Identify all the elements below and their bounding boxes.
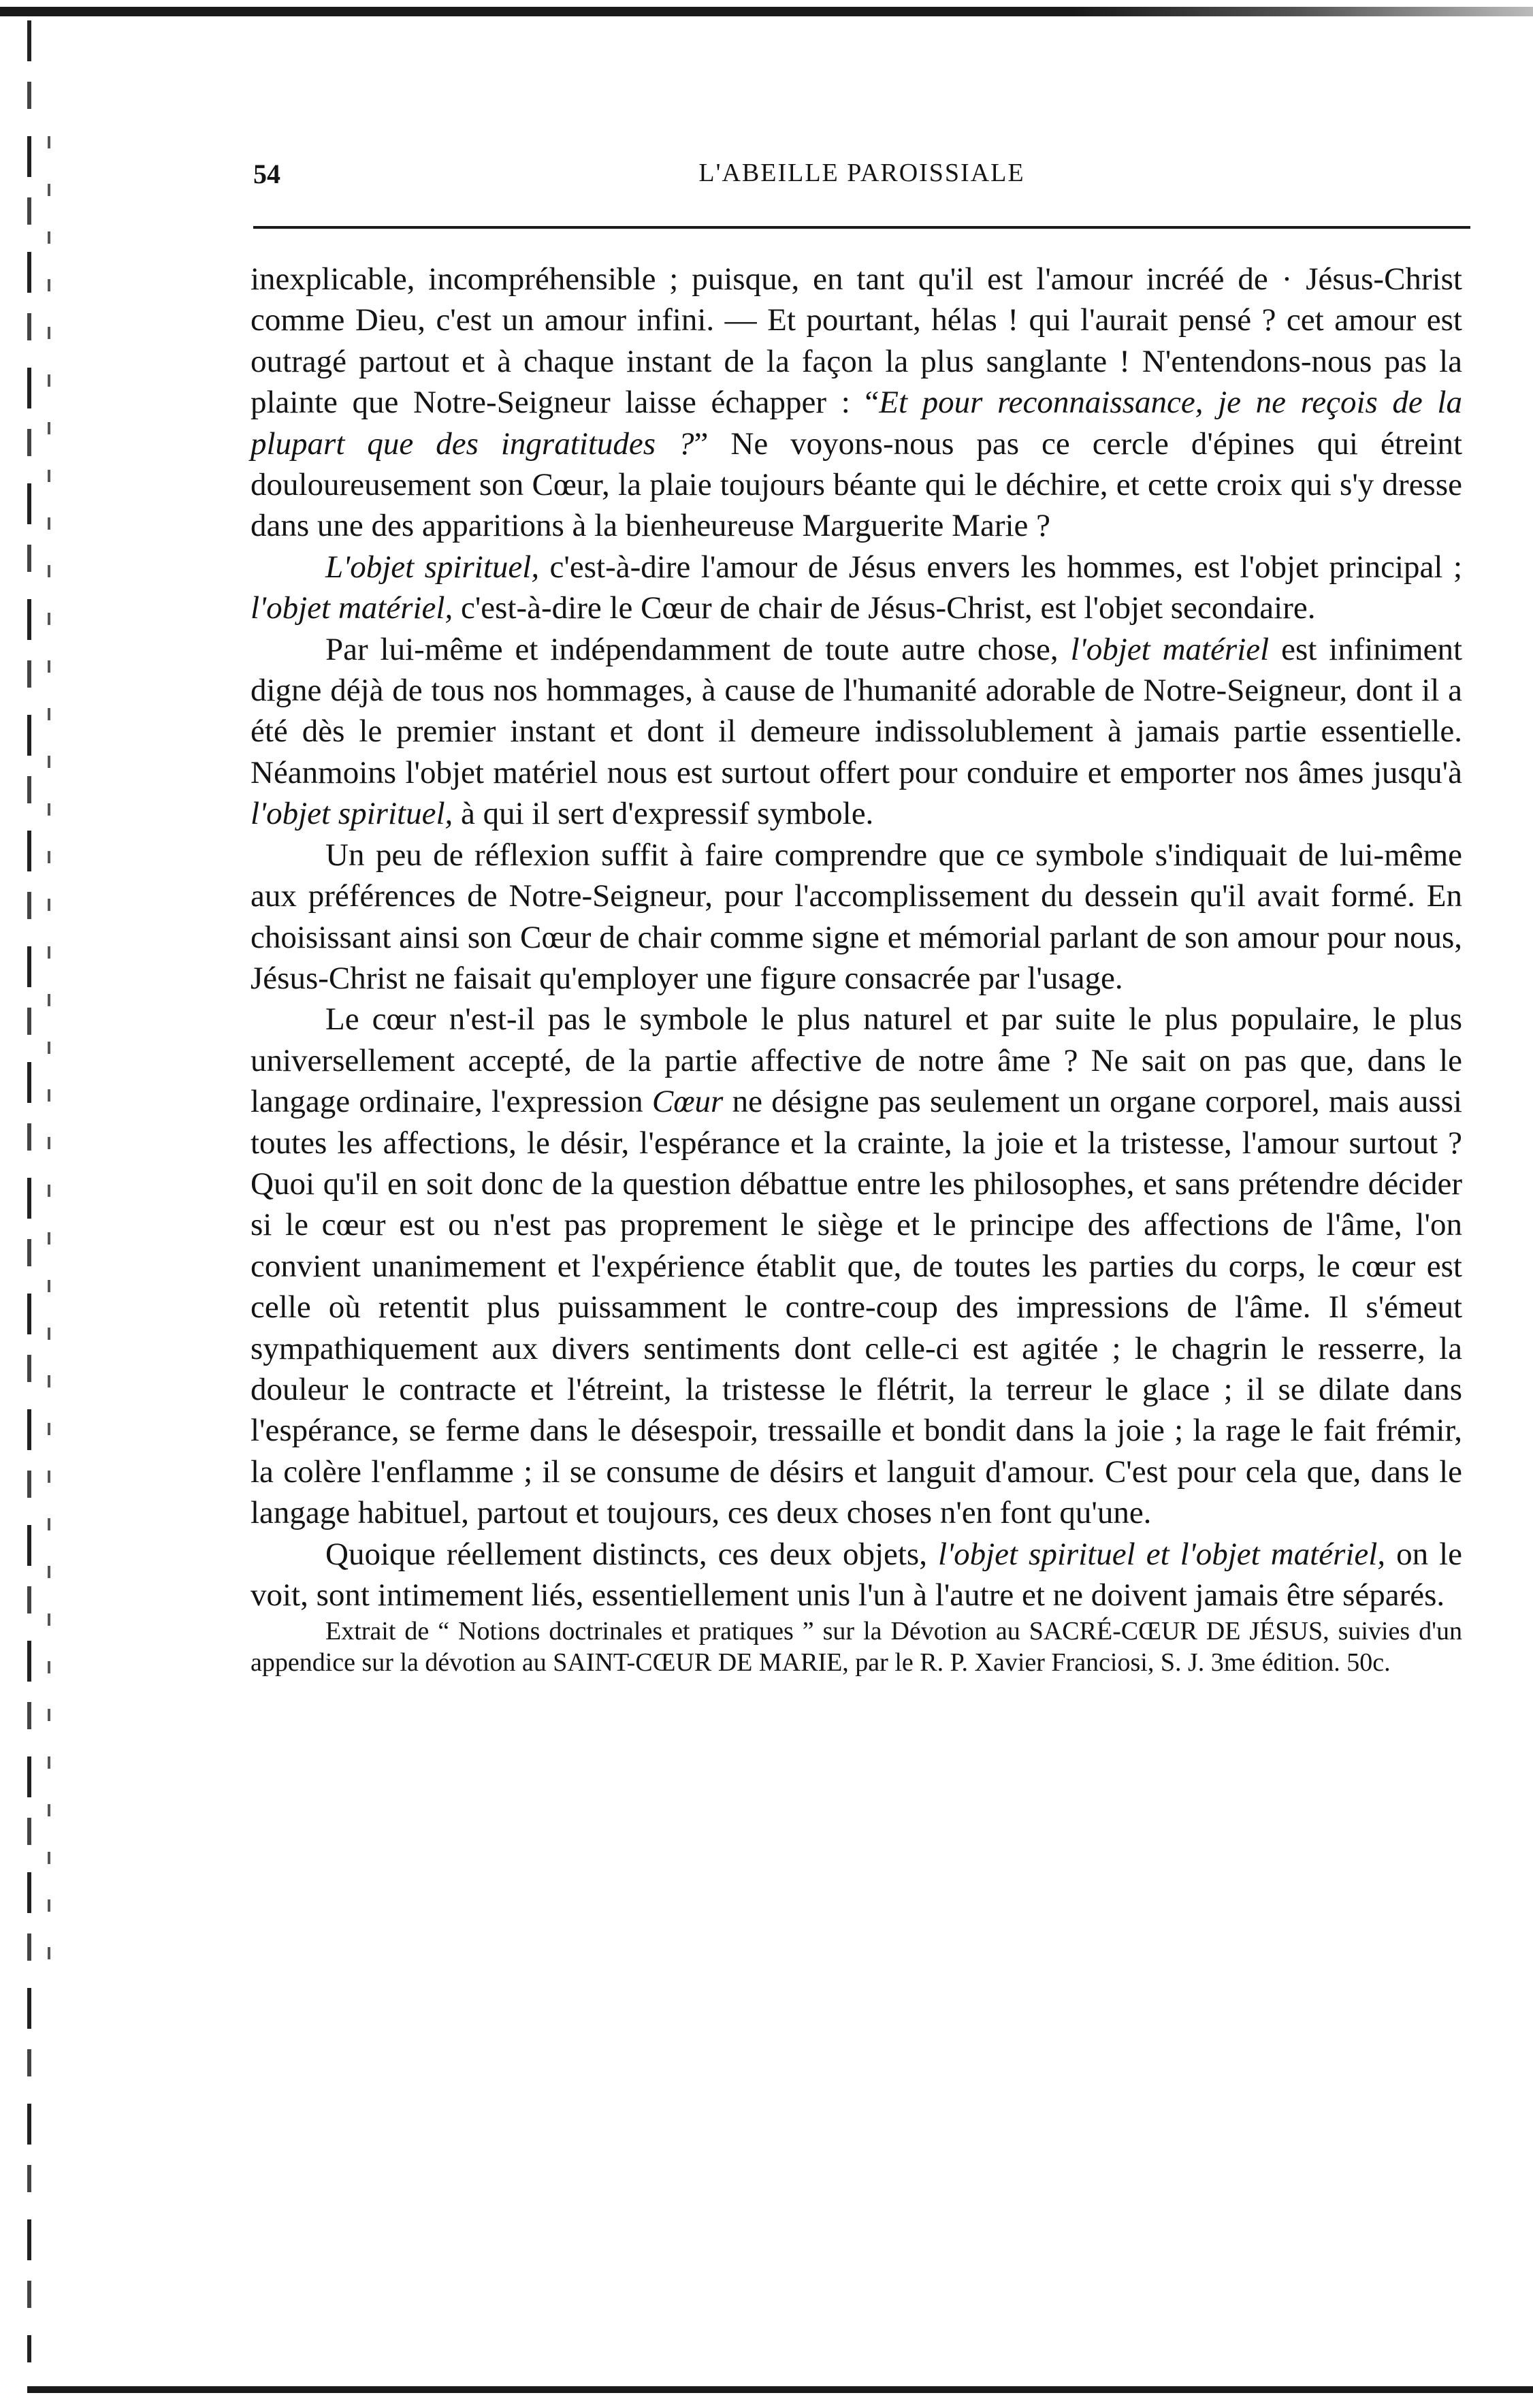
bottom-border-rule	[27, 2386, 1533, 2393]
page-number: 54	[253, 159, 280, 189]
page-header	[253, 158, 1470, 199]
paragraph	[251, 629, 1462, 835]
italic-text: l'objet spirituel et l'objet matériel,	[937, 1536, 1386, 1572]
italic-text: L'objet spirituel,	[325, 549, 540, 585]
left-margin-scan-edge	[27, 20, 31, 2362]
italic-text: Cœur	[651, 1084, 724, 1120]
italic-text: l'objet matériel,	[251, 590, 453, 626]
italic-text: l'objet matériel	[1070, 631, 1270, 667]
text-run: Un peu de réflexion suffit à faire comprendre que ce symbole s'indiquait de lui-même aux préférences de Notre-Seigneur, pour l'accomplissement du dessein qu'il avait formé. En choisissant ainsi son Cœur de chair comme signe et mémorial parlant de son amour pour nous, Jésus-Christ ne faisait qu'employer une figure consacrée par l'usage.	[251, 837, 1462, 996]
source-footnote: Extrait de “ Notions doctrinales et pratiques ” sur la Dévotion au SACRÉ-CŒUR DE JÉSUS, suivies d'un appendice sur la dévotion au SAINT-CŒUR DE MARIE, par le R. P. Xavier Franciosi, S. J. 3me édition. 50c.	[251, 1617, 1462, 1677]
article-body	[251, 259, 1462, 1678]
text-run: Quoique réellement distincts, ces deux objets,	[325, 1536, 938, 1572]
text-run: ” Ne voyons-nous pas ce cercle d'épines qui étreint douloureusement son Cœur, la plaie toujours béante qui le déchire, et cette croix qui s'y dresse dans une des apparitions à la bienheureuse Marguerite Marie ?	[251, 426, 1462, 544]
text-run: Le cœur n'est-il pas le symbole le plus naturel et par suite le plus populaire, le plus universellement accepté, de la partie affective de notre âme ? Ne sait on pas que, dans le langage ordinaire, l'expression	[251, 1001, 1462, 1120]
italic-text: Et pour reconnaissance, je ne reçois de la plupart que des ingratitudes ?	[251, 385, 1462, 462]
text-run: inexplicable, incompréhensible ; puisque, en tant qu'il est l'amour incréé de · Jésus-Christ comme Dieu, c'est un amour infini. — Et pourtant, hélas ! qui l'aurait pensé ? cet amour est outragé partout et à chaque instant de la façon la plus sanglante ! N'entendons-nous pas la plainte que Notre-Seigneur laisse échapper : “	[251, 261, 1462, 421]
text-run: à qui il sert d'expressif symbole.	[453, 796, 874, 832]
text-run: on le voit, sont intimement liés, essentiellement unis l'un à l'autre et ne doivent jamais être séparés.	[251, 1536, 1462, 1613]
running-title: L'ABEILLE PAROISSIALE	[698, 159, 1025, 187]
paragraph	[251, 259, 1462, 547]
text-run: Par lui-même et indépendamment de toute autre chose,	[325, 631, 1071, 667]
paragraph	[251, 547, 1462, 629]
paragraph	[251, 1534, 1462, 1616]
paragraph	[251, 999, 1462, 1533]
text-run: est infiniment digne déjà de tous nos hommages, à cause de l'humanité adorable de Notre-Seigneur, dont il a été dès le premier instant et dont il demeure indissolublement à jamais partie essentielle. Néanmoins l'objet matériel nous est surtout offert pour conduire et emporter nos âmes jusqu'à	[251, 631, 1463, 790]
text-run: c'est-à-dire le Cœur de chair de Jésus-Christ, est l'objet secondaire.	[453, 590, 1316, 626]
paragraph-list	[251, 259, 1462, 1616]
header-rule	[253, 226, 1470, 229]
italic-text: l'objet spirituel,	[251, 796, 453, 832]
top-border-rule	[0, 7, 1533, 16]
text-run: ne désigne pas seulement un organe corporel, mais aussi toutes les affections, le désir, l'espérance et la crainte, la joie et la tristesse, l'amour surtout ? Quoi qu'il en soit donc de la question débattue entre les philosophes, et sans prétendre décider si le cœur est ou n'est pas proprement le siège et le principe des affections de l'âme, l'on convient unanimement et l'expérience établit que, de toutes les parties du corps, le cœur est celle où retentit plus puissamment le contre-coup des impressions de l'âme. Il s'émeut sympathiquement aux divers sentiments dont celle-ci est agitée ; le chagrin le resserre, la douleur le contracte et l'étreint, la tristesse le flétrit, la terreur le glace ; il se dilate dans l'espérance, se ferme dans le désespoir, tressaille et bondit dans la joie ; la rage le fait frémir, la colère l'enflamme ; il se consume de désirs et languit d'amour. C'est pour cela que, dans le langage habituel, partout et toujours, ces deux choses n'en font qu'une.	[251, 1084, 1462, 1531]
text-run: c'est-à-dire l'amour de Jésus envers les hommes, est l'objet principal ;	[539, 549, 1463, 585]
paragraph	[251, 835, 1462, 999]
left-margin-scan-marks	[48, 136, 50, 1974]
